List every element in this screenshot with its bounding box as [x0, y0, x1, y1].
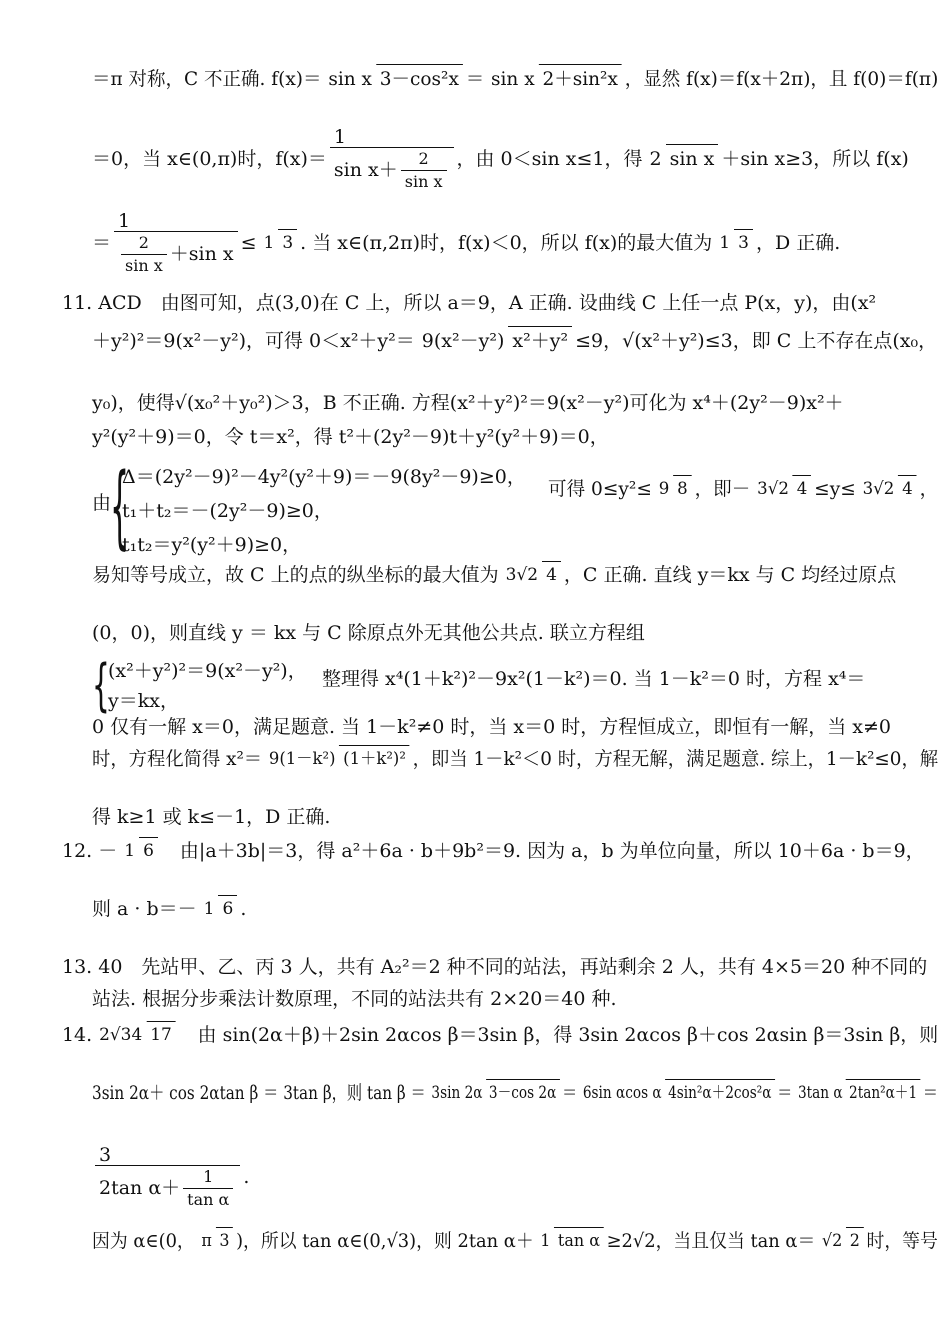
- text: y₀)，使得√(x₀²＋y₀²)＞3，B 不正确. 方程(x²＋y²)²＝9(x²－y²)可化为 x⁴＋(2y²－9)x²＋: [92, 392, 844, 414]
- text: 因为 α∈(0，: [92, 1230, 195, 1252]
- text: ，由 0＜sin x≤1，得: [456, 147, 643, 170]
- fraction: π 3: [198, 1233, 234, 1250]
- text: ＝: [465, 68, 485, 90]
- q10-line-3: [92, 212, 840, 274]
- fraction: 2√34 17: [95, 1027, 176, 1044]
- fraction: 9 8: [655, 481, 692, 498]
- q11-line-11: [92, 808, 330, 827]
- text: 0 仅有一解 x＝0，满足题意. 当 1－k²≠0 时，当 x＝0 时，方程恒成立，即恒有一解，当 x≠0: [92, 716, 892, 738]
- text: 由 sin(2α＋β)＋2sin 2αcos β＝3sin β，得 3sin 2αcos β＋cos 2αsin β＝3sin β，则: [178, 1024, 939, 1046]
- fraction: 1 $\frac{2}{\text{sin x}}$ ＋sin x: [114, 212, 238, 274]
- left-brace-icon: {: [92, 652, 110, 718]
- fraction: 1 tan α: [536, 1233, 603, 1250]
- q12-line-1: [62, 842, 925, 861]
- fraction: 9(x²－y²) x²＋y²: [418, 332, 572, 351]
- text: ＋y²)²＝9(x²－y²)，可得 0＜x²＋y²＝: [92, 330, 415, 352]
- fraction: 1 3: [715, 235, 753, 252]
- q14-line-2: [92, 1084, 938, 1103]
- text: ，即－: [694, 478, 751, 500]
- q12-line-2: [92, 900, 246, 919]
- text: 由: [92, 492, 112, 514]
- text: ＝: [561, 1082, 578, 1104]
- fraction: 1 sin x＋ $\frac{2}{\text{sin x}}$: [330, 128, 454, 190]
- text: .: [243, 1165, 250, 1188]
- text: 3sin 2α＋ cos 2αtan β ＝ 3tan β，则 tan β ＝: [92, 1082, 426, 1104]
- text: ＝π 对称，C 不正确. f(x)＝: [92, 68, 322, 90]
- fraction: 1 6: [120, 843, 158, 860]
- fraction: 1 6: [200, 901, 238, 918]
- q11-line-6: [92, 566, 896, 585]
- q11-line-4: [92, 428, 609, 447]
- q14-line-3: [92, 1146, 249, 1208]
- text: ≤9，√(x²＋y²)≤3，即 C 上不存在点(x₀，: [575, 330, 938, 352]
- fraction: 3√2 4: [753, 481, 811, 498]
- system-lead: [92, 494, 111, 513]
- question-number: 12. －: [62, 840, 118, 862]
- text: ＝0，当 x∈(0,π)时，f(x)＝: [92, 147, 327, 170]
- q11-line-10: [92, 750, 938, 769]
- text: .: [240, 898, 247, 920]
- text: ＝: [92, 231, 112, 254]
- fraction: 9(1－k²) (1＋k²)²: [265, 751, 410, 768]
- text: y²(y²＋9)＝0，令 t＝x²，得 t²＋(2y²－9)t＋y²(y²＋9)＝0，: [92, 426, 609, 448]
- q14-line-4: [92, 1232, 938, 1251]
- q11-line-9: [92, 718, 891, 737]
- text: 得 k≥1 或 k≤－1，D 正确.: [92, 806, 331, 828]
- fraction: √2 2: [818, 1233, 864, 1250]
- fraction: 3√2 4: [502, 567, 561, 584]
- system-row: y＝kx，: [108, 690, 179, 712]
- text: 可得 0≤y²≤: [548, 478, 652, 500]
- fraction: sin x 2＋sin²x: [487, 70, 622, 89]
- text: ，D 正确.: [755, 231, 841, 254]
- text: ≥2√2，当且仅当 tan α＝: [606, 1230, 816, 1252]
- q10-line-1: [92, 70, 938, 89]
- fraction: 3sin 2α 3－cos 2α: [428, 1085, 559, 1102]
- text: ，即当 1－k²＜0 时，方程无解，满足题意. 综上，1－k²≤0，解: [412, 748, 939, 770]
- text: ，: [919, 478, 939, 500]
- system-row: (x²＋y²)²＝9(x²－y²)，: [108, 660, 307, 682]
- text: . 当 x∈(π,2π)时，f(x)＜0，所以 f(x)的最大值为: [300, 231, 713, 254]
- text: 整理得 x⁴(1＋k²)²－9x²(1－k²)＝0. 当 1－k²＝0 时，方程 x⁴＝: [322, 668, 866, 690]
- text: 11. ACD 由图可知，点(3,0)在 C 上，所以 a＝9，A 正确. 设曲线 C 上任一点 P(x，y)，由(x²: [62, 292, 877, 314]
- text: ，显然 f(x)＝f(x＋2π)，且 f(0)＝f(π): [624, 68, 939, 90]
- q11-line-8: [322, 670, 865, 689]
- text: 时，等号: [866, 1230, 938, 1252]
- text: (0，0)，则直线 y ＝ kx 与 C 除原点外无其他公共点. 联立方程组: [92, 622, 645, 644]
- fraction: 1 3: [260, 235, 298, 252]
- question-number: 14.: [62, 1024, 93, 1046]
- system-row: t₁t₂＝y²(y²＋9)≥0，: [122, 534, 302, 556]
- fraction: 3√2 4: [859, 481, 917, 498]
- text: 易知等号成立，故 C 上的点的纵坐标的最大值为: [92, 564, 499, 586]
- text: 时，方程化简得 x²＝: [92, 748, 263, 770]
- fraction: sin x 3－cos²x: [324, 70, 462, 89]
- text: ，C 正确. 直线 y＝kx 与 C 均经过原点: [563, 564, 897, 586]
- q10-line-2: [92, 128, 909, 190]
- q11-line-1: [62, 294, 876, 313]
- system-row: Δ＝(2y²－9)²－4y²(y²＋9)＝－9(8y²－9)≥0，: [122, 466, 526, 488]
- q13-line-2: [92, 990, 617, 1009]
- text: ≤: [240, 231, 257, 254]
- text: 站法. 根据分步乘法计数原理，不同的站法共有 2×20＝40 种.: [92, 988, 617, 1010]
- q11-line-2: [92, 332, 937, 351]
- text: 13. 40 先站甲、乙、丙 3 人，共有 A₂²＝2 种不同的站法，再站剩余 2 人，共有 4×5＝20 种不同的: [62, 956, 928, 978]
- text: ＋sin x≥3，所以 f(x): [721, 147, 909, 170]
- left-brace-icon: {: [110, 456, 130, 561]
- q14-line-1: [62, 1026, 938, 1045]
- text: ＝: [922, 1082, 939, 1104]
- fraction: 3 2tan α＋ $\frac{1}{\text{tan α}}$: [95, 1146, 240, 1208]
- q11-line-3: [92, 394, 844, 413]
- system-conclusion: [548, 480, 938, 499]
- q11-line-7: [92, 624, 645, 643]
- system-row: t₁＋t₂＝－(2y²－9)≥0，: [122, 500, 333, 522]
- text: 由|a＋3b|＝3，得 a²＋6a · b＋9b²＝9. 因为 a，b 为单位向量，所以 10＋6a · b＝9，: [160, 840, 925, 862]
- text: 则 a · b＝－: [92, 898, 197, 920]
- text: )，所以 tan α∈(0,√3)，则 2tan α＋: [236, 1230, 534, 1252]
- fraction: 3tan α 2tan²α＋1: [795, 1085, 921, 1102]
- text: ≤y≤: [814, 478, 856, 500]
- fraction: 6sin αcos α 4sin²α＋2cos²α: [580, 1085, 775, 1102]
- q13-line-1: [62, 958, 927, 977]
- fraction: 2 sin x: [645, 150, 718, 169]
- text: ＝: [777, 1082, 793, 1104]
